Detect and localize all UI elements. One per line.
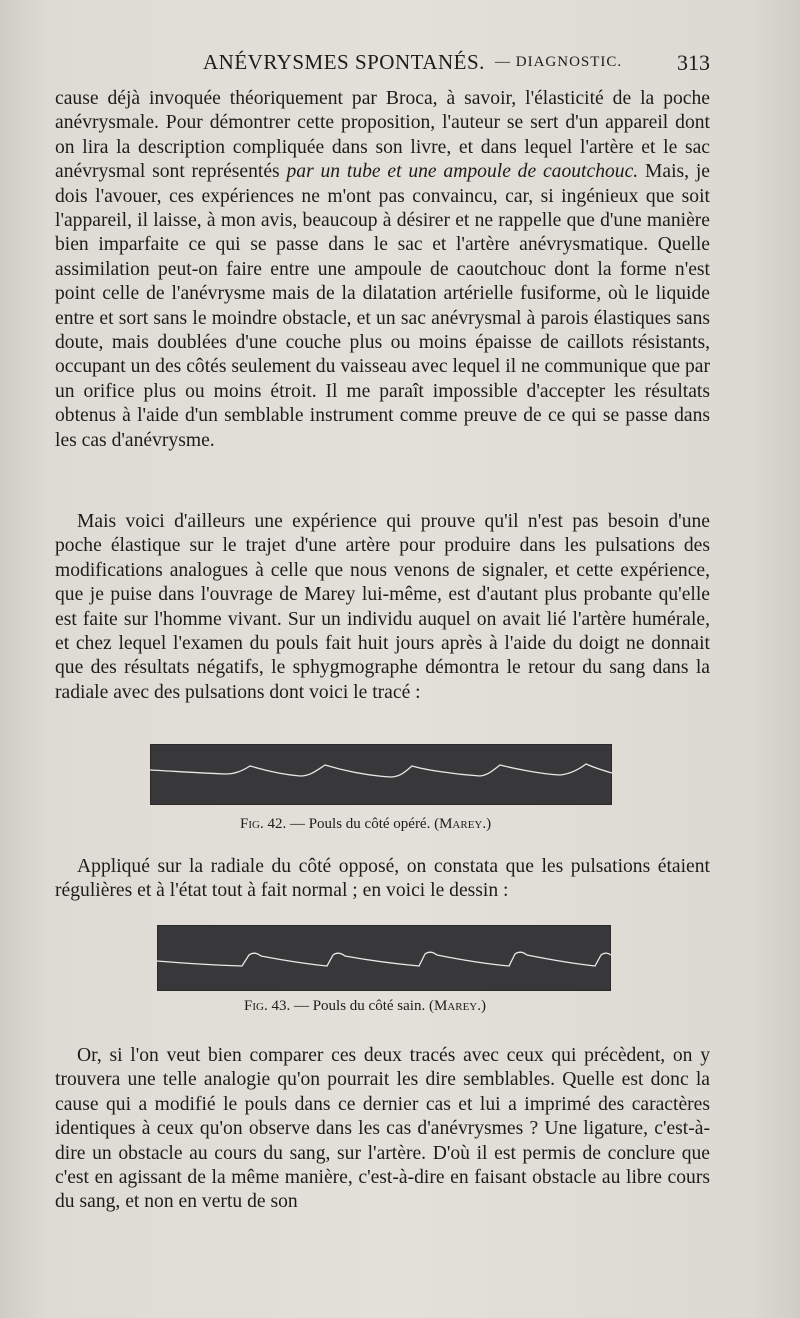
running-subtitle: — DIAGNOSTIC. (495, 54, 623, 70)
paragraph-2 (55, 510, 710, 705)
figure-42-pulse-trace (150, 744, 612, 805)
figure-42-caption (240, 816, 491, 833)
fig42-source: (Marey.) (434, 816, 492, 832)
running-header (55, 50, 710, 80)
p1-italic: par un tube et une ampoule de caoutchouc. (286, 161, 639, 183)
fig43-caption-text: — Pouls du côté sain. (293, 998, 426, 1014)
fig42-label: Fig. 42. (240, 816, 287, 832)
fig43-label: Fig. 43. (244, 998, 291, 1014)
paragraph-3 (55, 855, 710, 904)
p1-text-b: Mais, je dois l'avouer, ces expériences ne m'ont pas convaincu, car, si ingénieux que soit l'appareil, il laisse, à mon avis, beaucoup à désirer et ne rappelle que d'une manière bien imparfaite ce qui se passe dans le sac et l'artère anévrysmatique. Quelle assimilation peut-on faire entre une ampoule de caoutchouc dont la forme n'est point celle de l'anévrysme mais de la dilatation artérielle fusiforme, où le liquide entre et sort sans le moindre obstacle, et un sac anévrysmal à parois élastiques sans doute, mais doublées d'une couche plus ou moins épaisse de caillots résistants, occupant un des côtés seulement du vaisseau avec lequel il ne communique que par un orifice plus ou moins étroit. Il me paraît impossible d'accepter les résultats obtenus à l'aide d'un semblable instrument comme preuve de ce qui se passe dans les cas d'anévrysme. (55, 161, 710, 451)
running-title: ANÉVRYSMES SPONTANÉS. (203, 50, 485, 74)
p2-text: Mais voici d'ailleurs une expérience qui prouve qu'il n'est pas besoin d'une poche élastique sur le trajet d'une artère pour produire dans les pulsations des modifications analogues à celle que nous venons de signaler, et cette expérience, que je puise dans l'ouvrage de Marey lui-même, est d'autant plus probante qu'elle est faite sur l'homme vivant. Sur un individu auquel on avait lié l'artère humérale, et chez lequel l'examen du pouls fait huit jours après à l'aide du doigt ne donnait que des résultats négatifs, le sphygmographe démontra le retour du sang dans la radiale avec des pulsations dont voici le tracé : (55, 511, 710, 703)
figure-43-caption (244, 998, 486, 1015)
figure-43-pulse-trace (157, 925, 611, 991)
page-number: 313 (677, 50, 710, 75)
p3-text: Appliqué sur la radiale du côté opposé, on constata que les pulsations étaient régulières et à l'état tout à fait normal ; en voici le dessin : (55, 856, 710, 902)
fig43-source: (Marey.) (428, 998, 486, 1014)
pulse-trace-healthy (157, 925, 611, 991)
paragraph-1 (55, 87, 710, 453)
p1-text-a: cause déjà invoquée théoriquement par Broca, à savoir, l'élasticité de la poche anévrysmale. Pour démontrer cette proposition, l'auteur se sert d'un appareil dont on lira la description compliquée dans son livre, et dans lequel l'artère et le sac anévrysmal sont représentés (55, 88, 710, 183)
p4-text: Or, si l'on veut bien comparer ces deux tracés avec ceux qui précèdent, on y trouvera une telle analogie qu'on pourrait les dire semblables. Quelle est donc la cause qui a modifié le pouls dans ce dernier cas et lui a imprimé des caractères identiques à ceux qu'on observe dans les cas d'anévrysmes ? Une ligature, c'est-à-dire un obstacle au cours du sang, sur l'artère. D'où il est permis de conclure que c'est en agissant de la même manière, c'est-à-dire en faisant obstacle au libre cours du sang, et non en vertu de son (55, 1045, 710, 1213)
fig42-caption-text: — Pouls du côté opéré. (289, 816, 431, 832)
pulse-trace-operated (150, 744, 612, 805)
paragraph-4 (55, 1044, 710, 1215)
